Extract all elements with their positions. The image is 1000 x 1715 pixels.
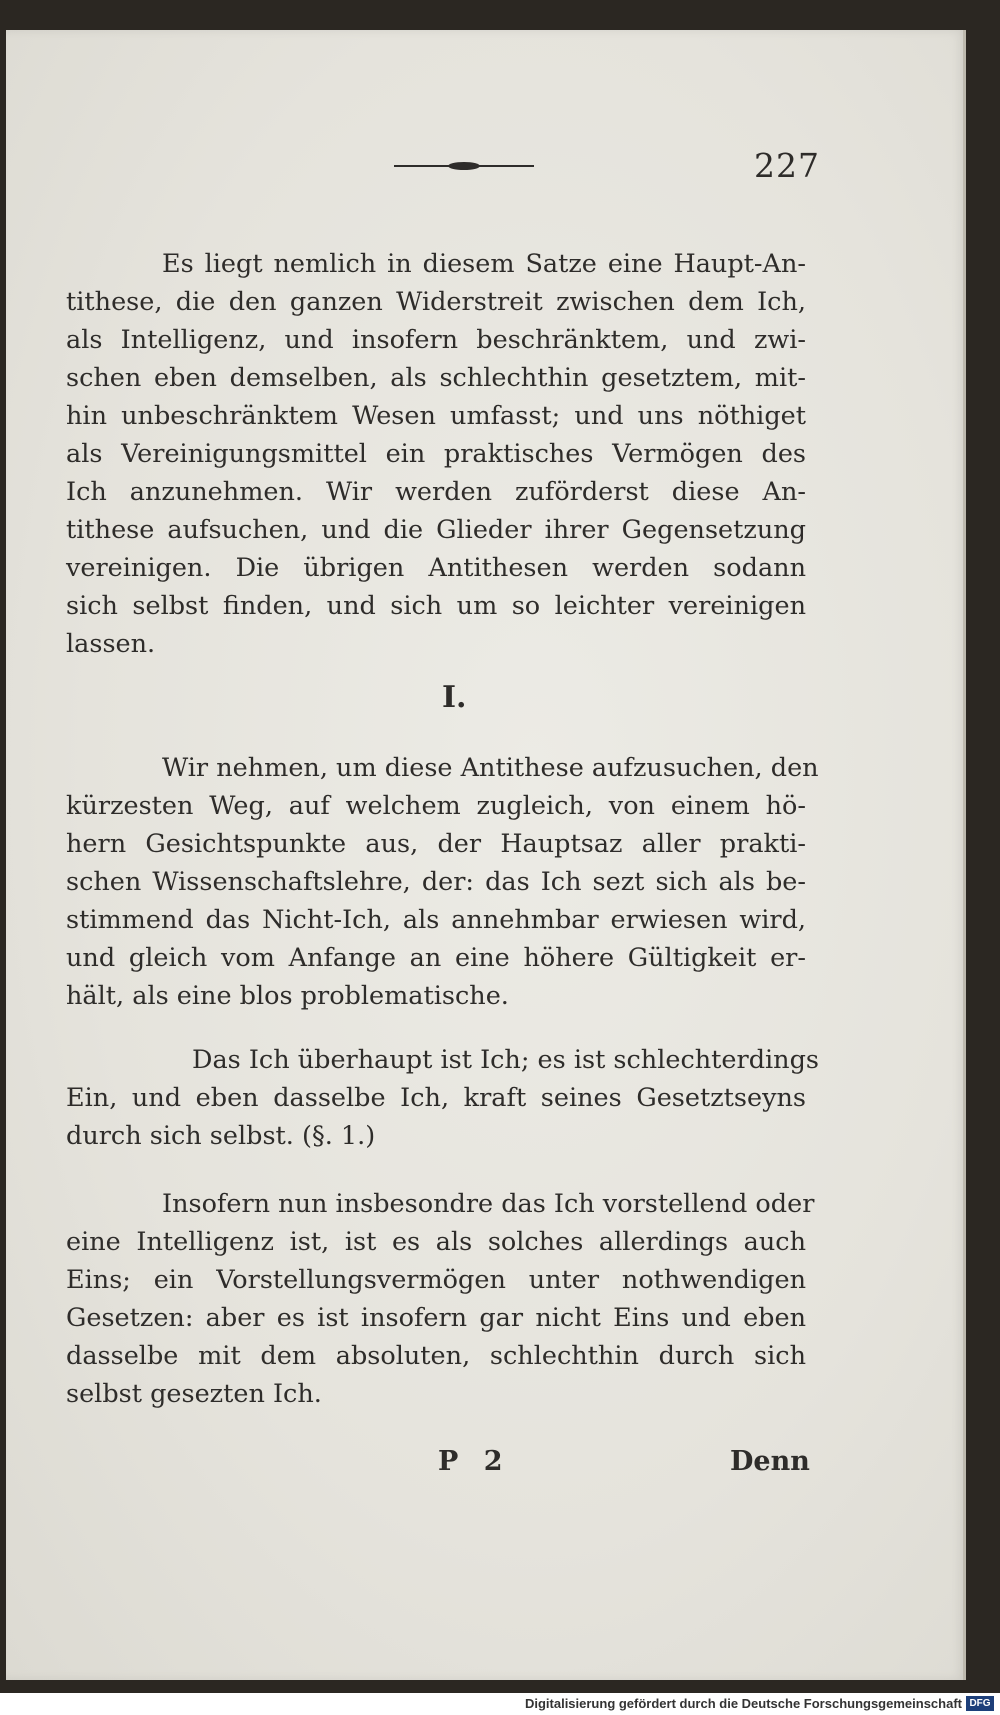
text-line: hin unbeschränktem Wesen umfasst; und uns nöthiget: [66, 401, 806, 431]
page-edge: [963, 30, 966, 1680]
text-line: hern Gesichtspunkte aus, der Hauptsaz aller prakti-: [66, 829, 806, 859]
text-line: Das Ich überhaupt ist Ich; es ist schlechterdings: [192, 1045, 820, 1075]
text-line: selbst gesezten Ich.: [66, 1379, 322, 1409]
text-line: eine Intelligenz ist, ist es als solches allerdings auch: [66, 1227, 806, 1257]
text-line: lassen.: [66, 629, 156, 659]
text-line: sich selbst finden, und sich um so leichter vereinigen: [66, 591, 806, 621]
signature-mark: P 2: [438, 1446, 511, 1477]
text-line: Gesetzen: aber es ist insofern gar nicht Eins und eben: [66, 1303, 806, 1333]
dfg-logo: DFG: [966, 1696, 994, 1711]
text-line: stimmend das Nicht-Ich, als annehmbar erwiesen wird,: [66, 905, 806, 935]
text-line: schen eben demselben, als schlechthin gesetztem, mit-: [66, 363, 806, 393]
text-line: Ich anzunehmen. Wir werden zuförderst diese An-: [66, 477, 806, 507]
text-line: als Intelligenz, und insofern beschränktem, und zwi-: [66, 325, 806, 355]
book-page: [6, 30, 966, 1680]
text-line: tithese aufsuchen, und die Glieder ihrer Gegensetzung: [66, 515, 806, 545]
catchword: Denn: [730, 1446, 810, 1477]
text-line: kürzesten Weg, auf welchem zugleich, von einem hö-: [66, 791, 806, 821]
text-line: schen Wissenschaftslehre, der: das Ich sezt sich als be-: [66, 867, 806, 897]
text-line: als Vereinigungsmittel ein praktisches Vermögen des: [66, 439, 806, 469]
section-number: I.: [442, 680, 467, 715]
page-number: 227: [754, 146, 820, 185]
digitization-footer: [0, 1693, 1000, 1715]
funding-credit: Digitalisierung gefördert durch die Deutsche Forschungsgemeinschaft: [524, 1696, 962, 1711]
text-line: und gleich vom Anfange an eine höhere Gültigkeit er-: [66, 943, 806, 973]
text-line: durch sich selbst. (§. 1.): [66, 1121, 376, 1151]
text-line: Es liegt nemlich in diesem Satze eine Haupt-An-: [162, 249, 806, 279]
text-line: Insofern nun insbesondre das Ich vorstellend oder: [162, 1189, 815, 1219]
text-line: Eins; ein Vorstellungsvermögen unter nothwendigen: [66, 1265, 806, 1295]
text-line: vereinigen. Die übrigen Antithesen werden sodann: [66, 553, 806, 583]
text-line: hält, als eine blos problematische.: [66, 981, 509, 1011]
text-line: Wir nehmen, um diese Antithese aufzusuchen, den: [162, 753, 819, 783]
text-line: tithese, die den ganzen Widerstreit zwischen dem Ich,: [66, 287, 806, 317]
text-line: Ein, und eben dasselbe Ich, kraft seines Gesetztseyns: [66, 1083, 806, 1113]
text-line: dasselbe mit dem absoluten, schlechthin durch sich: [66, 1341, 806, 1371]
header-ornament-rule: [394, 159, 534, 173]
